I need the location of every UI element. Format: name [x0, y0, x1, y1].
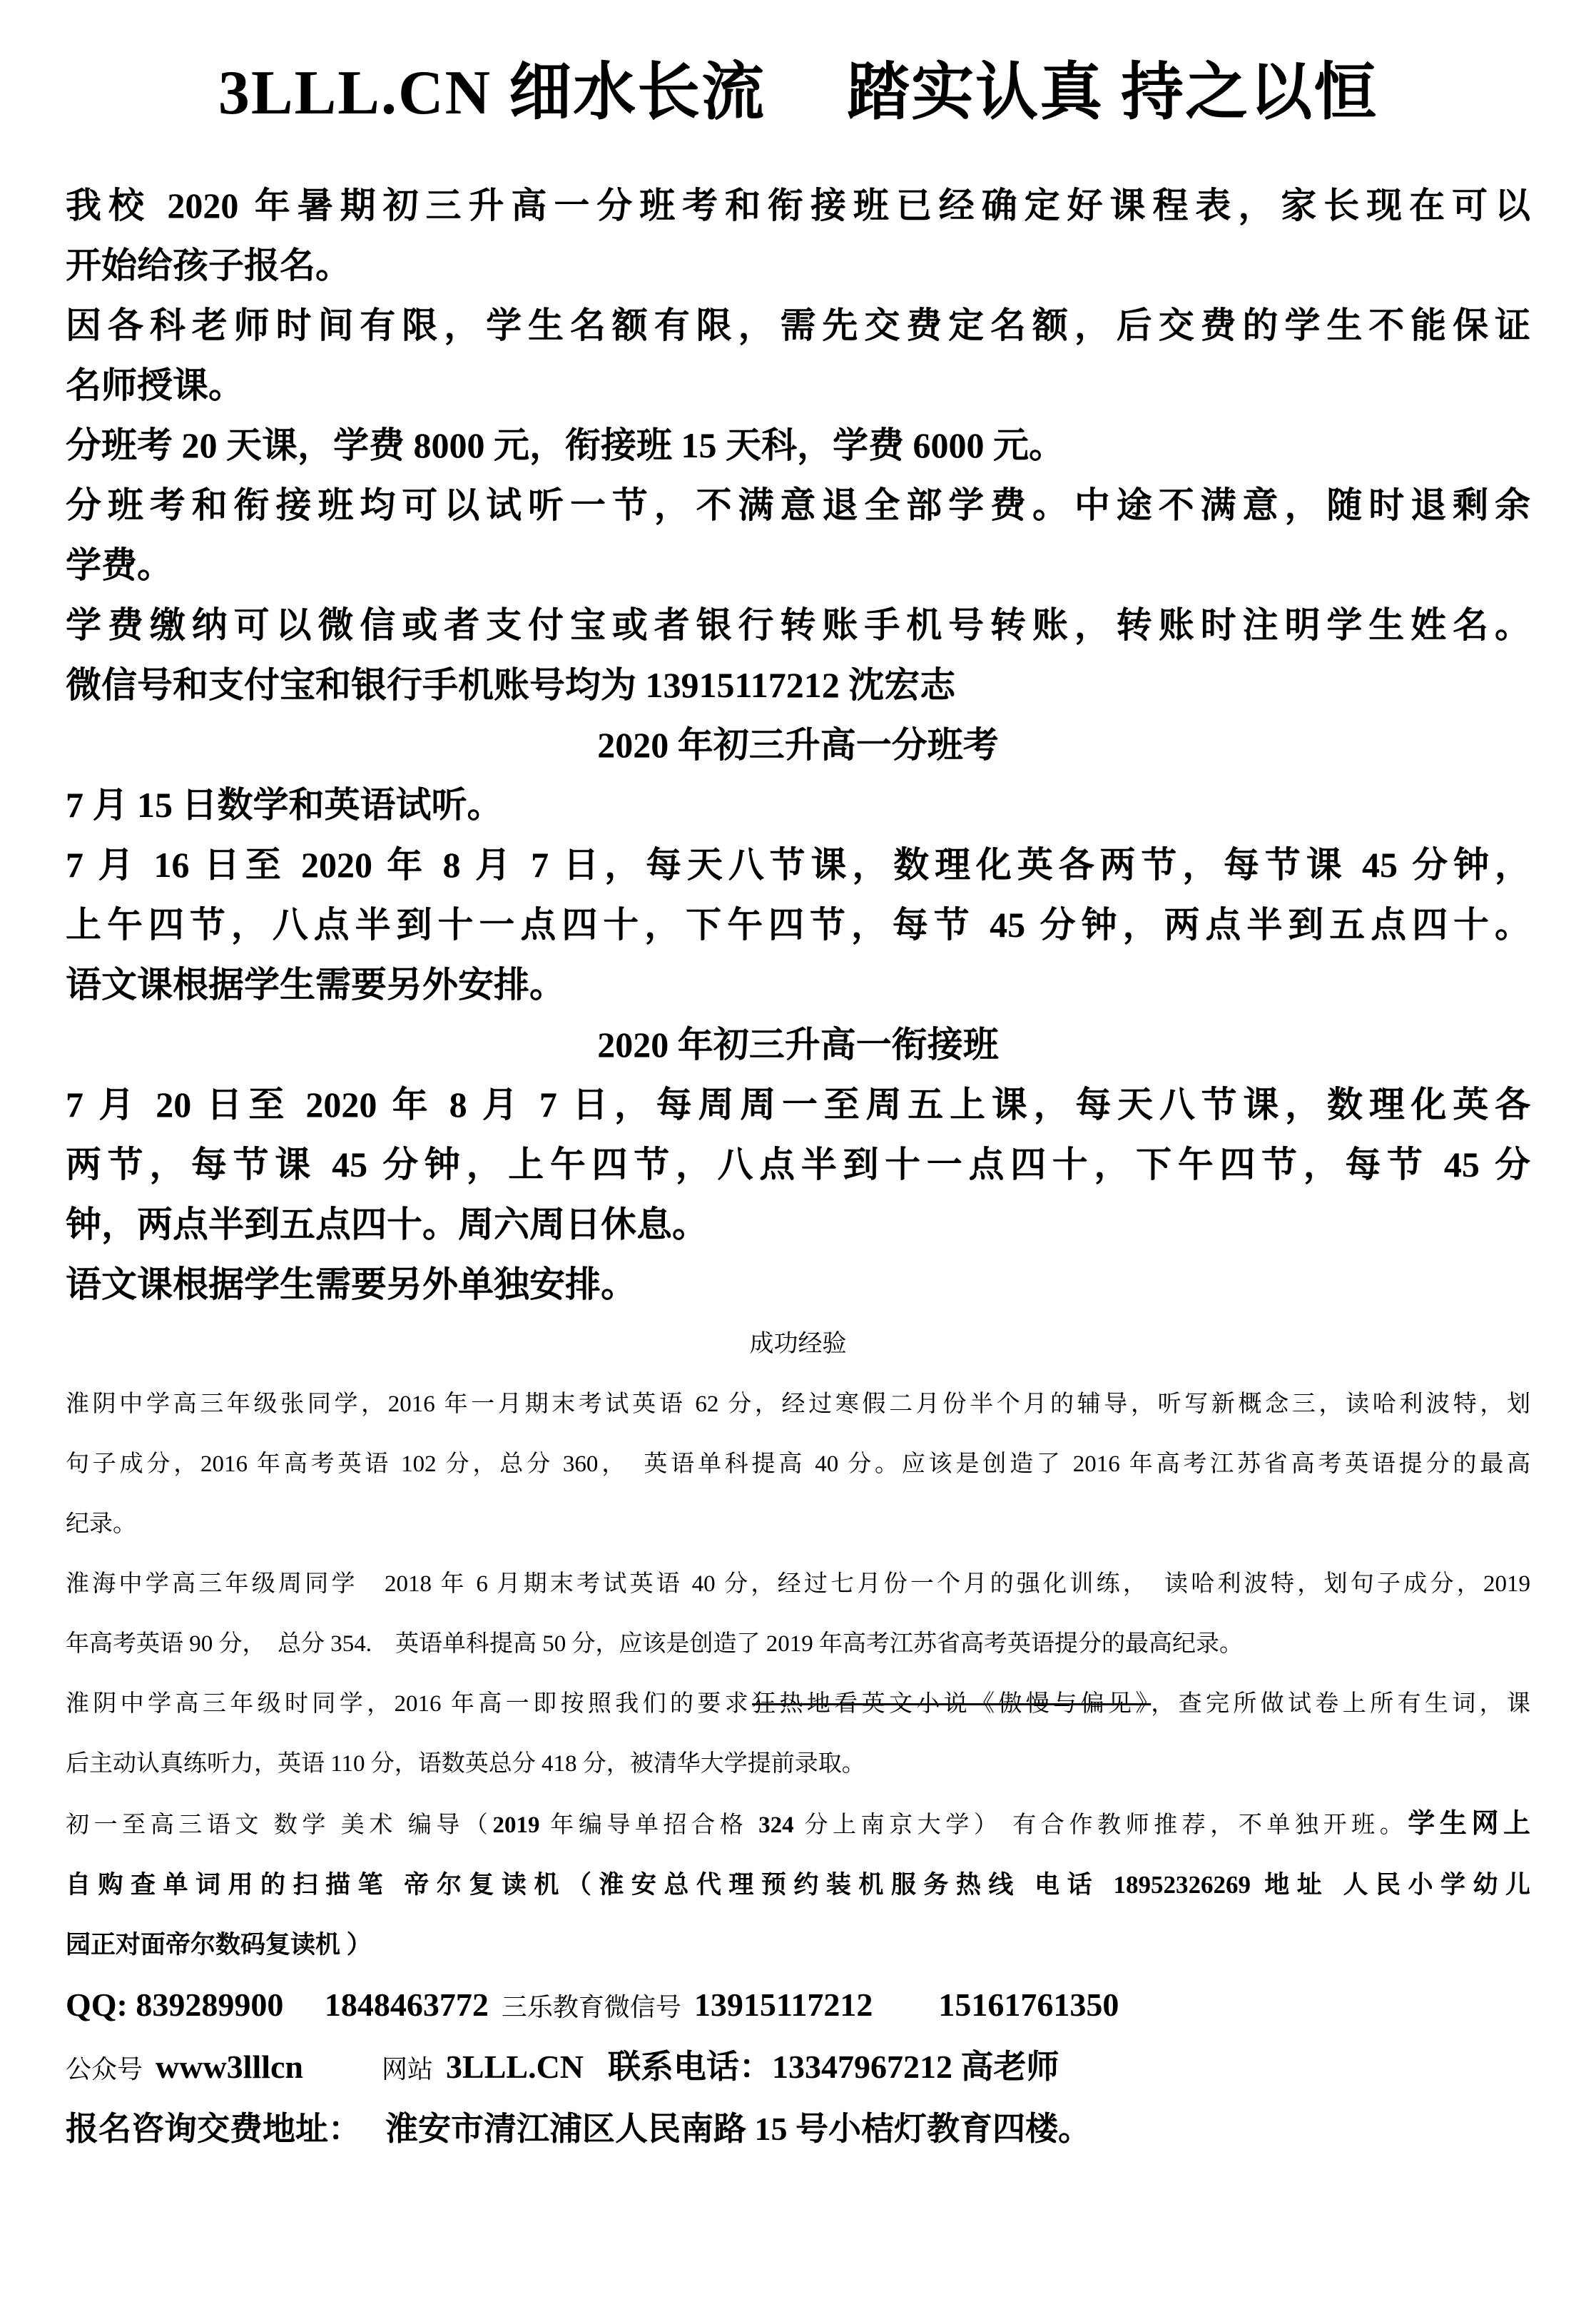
courses-highlight: 学生网上 [1408, 1809, 1531, 1839]
success-story-line: 淮海中学高三年级周同学 2018 年 6 月期末考试英语 40 分，经过七月份一个月的强化训练， 读哈利波特，划句子成分，2019 [66, 1571, 1530, 1597]
placement-line: 上午四节，八点半到十一点四十，下午四节，每节 45 分钟，两点半到五点四十。 [66, 905, 1530, 945]
official-account-id: www3lllcn [156, 2049, 304, 2085]
story-text: 淮阴中学高三年级时同学，2016 年高一即按照我们的要求 [66, 1691, 753, 1717]
section-heading-placement-exam: 2020 年初三升高一分班考 [597, 725, 999, 765]
courses-score: 324 [758, 1812, 794, 1838]
success-story-line: 句子成分，2016 年高考英语 102 分，总分 360， 英语单科提高 40 分。应该是创造了 2016 年高考江苏省高考英语提分的最高 [66, 1451, 1530, 1477]
intro-line: 开始给孩子报名。 [66, 245, 351, 285]
page-title: 3LLL.CN 细水长流 踏实认真 持之以恒 [218, 59, 1378, 128]
placement-line: 语文课根据学生需要另外安排。 [66, 965, 565, 1005]
wechat-numbers: 13915117212 15161761350 [693, 1986, 1119, 2023]
strikethrough-text: 狂热地看英文小说《傲慢与偏见》 [752, 1691, 1152, 1717]
courses-text: 年编导单招合格 [539, 1812, 759, 1838]
success-story-line: 淮阴中学高三年级张同学，2016 年一月期末考试英语 62 分，经过寒假二月份半个月的辅导，听写新概念三，读哈利波特，划 [66, 1391, 1530, 1417]
qq-numbers: QQ: 839289900 1848463772 [66, 1986, 489, 2023]
courses-year: 2019 [492, 1812, 540, 1838]
courses-line [66, 1794, 1530, 1855]
address-line [66, 2099, 1530, 2159]
section-heading-success-stories: 成功经验 [749, 1331, 847, 1357]
intro-line: 我校 2020 年暑期初三升高一分班考和衔接班已经确定好课程表，家长现在可以 [66, 186, 1530, 225]
official-account-label: 公众号 [66, 2055, 143, 2084]
success-story-line: 纪录。 [66, 1511, 136, 1537]
placement-line: 7 月 16 日至 2020 年 8 月 7 日，每天八节课，数理化英各两节，每节课 45 分钟， [66, 845, 1530, 885]
payment-line: 学费缴纳可以微信或者支付宝或者银行转账手机号转账，转账时注明学生姓名。 [66, 605, 1530, 645]
success-story-line: 年高考英语 90 分， 总分 354. 英语单科提高 50 分，应该是创造了 2019 年高考江苏省高考英语提分的最高纪录。 [66, 1631, 1243, 1657]
bridge-line: 两节，每节课 45 分钟，上午四节，八点半到十一点四十，下午四节，每节 45 分 [66, 1145, 1530, 1184]
refund-line: 学费。 [66, 545, 173, 585]
scanner-pen-line: 园正对面帝尔数码复读机 ） [66, 1931, 372, 1959]
wechat-label: 三乐教育微信号 [501, 1993, 681, 2021]
intro-line: 因各科老师时间有限，学生名额有限，需先交费定名额，后交费的学生不能保证 [66, 305, 1530, 345]
document-page [0, 54, 1596, 2314]
phone-line: 联系电话：13347967212 高老师 [608, 2049, 1059, 2085]
address-label: 报名咨询交费地址： [66, 2111, 361, 2147]
scanner-pen-line: 自购查单词用的扫描笔 帝尔复读机（淮安总代理预约装机服务热线 电话 18952326269 地址 人民小学幼儿 [66, 1871, 1530, 1899]
accounts-line [66, 2037, 1530, 2099]
intro-line: 名师授课。 [66, 365, 244, 405]
bridge-line: 语文课根据学生需要另外单独安排。 [66, 1264, 636, 1304]
success-story-line [66, 1674, 1530, 1734]
refund-line: 分班考和衔接班均可以试听一节，不满意退全部学费。中途不满意，随时退剩余 [66, 485, 1530, 525]
qq-wechat-line [66, 1975, 1530, 2037]
courses-text: 初一至高三语文 数学 美术 编导（ [66, 1812, 493, 1838]
story-text: ，查完所做试卷上所有生词，课 [1151, 1691, 1531, 1717]
tuition-line: 分班考 20 天课，学费 8000 元，衔接班 15 天科，学费 6000 元。 [66, 425, 1064, 465]
bridge-line: 钟，两点半到五点四十。周六周日休息。 [66, 1204, 708, 1244]
section-heading-bridge-class: 2020 年初三升高一衔接班 [597, 1025, 999, 1065]
placement-line: 7 月 15 日数学和英语试听。 [66, 785, 503, 825]
website-url: 3LLL.CN [446, 2049, 584, 2085]
success-story-line: 后主动认真练听力，英语 110 分，语数英总分 418 分，被清华大学提前录取。 [66, 1751, 865, 1777]
payment-account-line: 微信号和支付宝和银行手机账号均为 13915117212 沈宏志 [66, 665, 956, 705]
courses-text: 分上南京大学） 有合作教师推荐，不单独开班。 [793, 1812, 1408, 1838]
website-label: 网站 [382, 2055, 434, 2084]
bridge-line: 7 月 20 日至 2020 年 8 月 7 日，每周周一至周五上课，每天八节课，数理化英各 [66, 1085, 1530, 1125]
address-value: 淮安市清江浦区人民南路 15 号小桔灯教育四楼。 [385, 2111, 1091, 2147]
